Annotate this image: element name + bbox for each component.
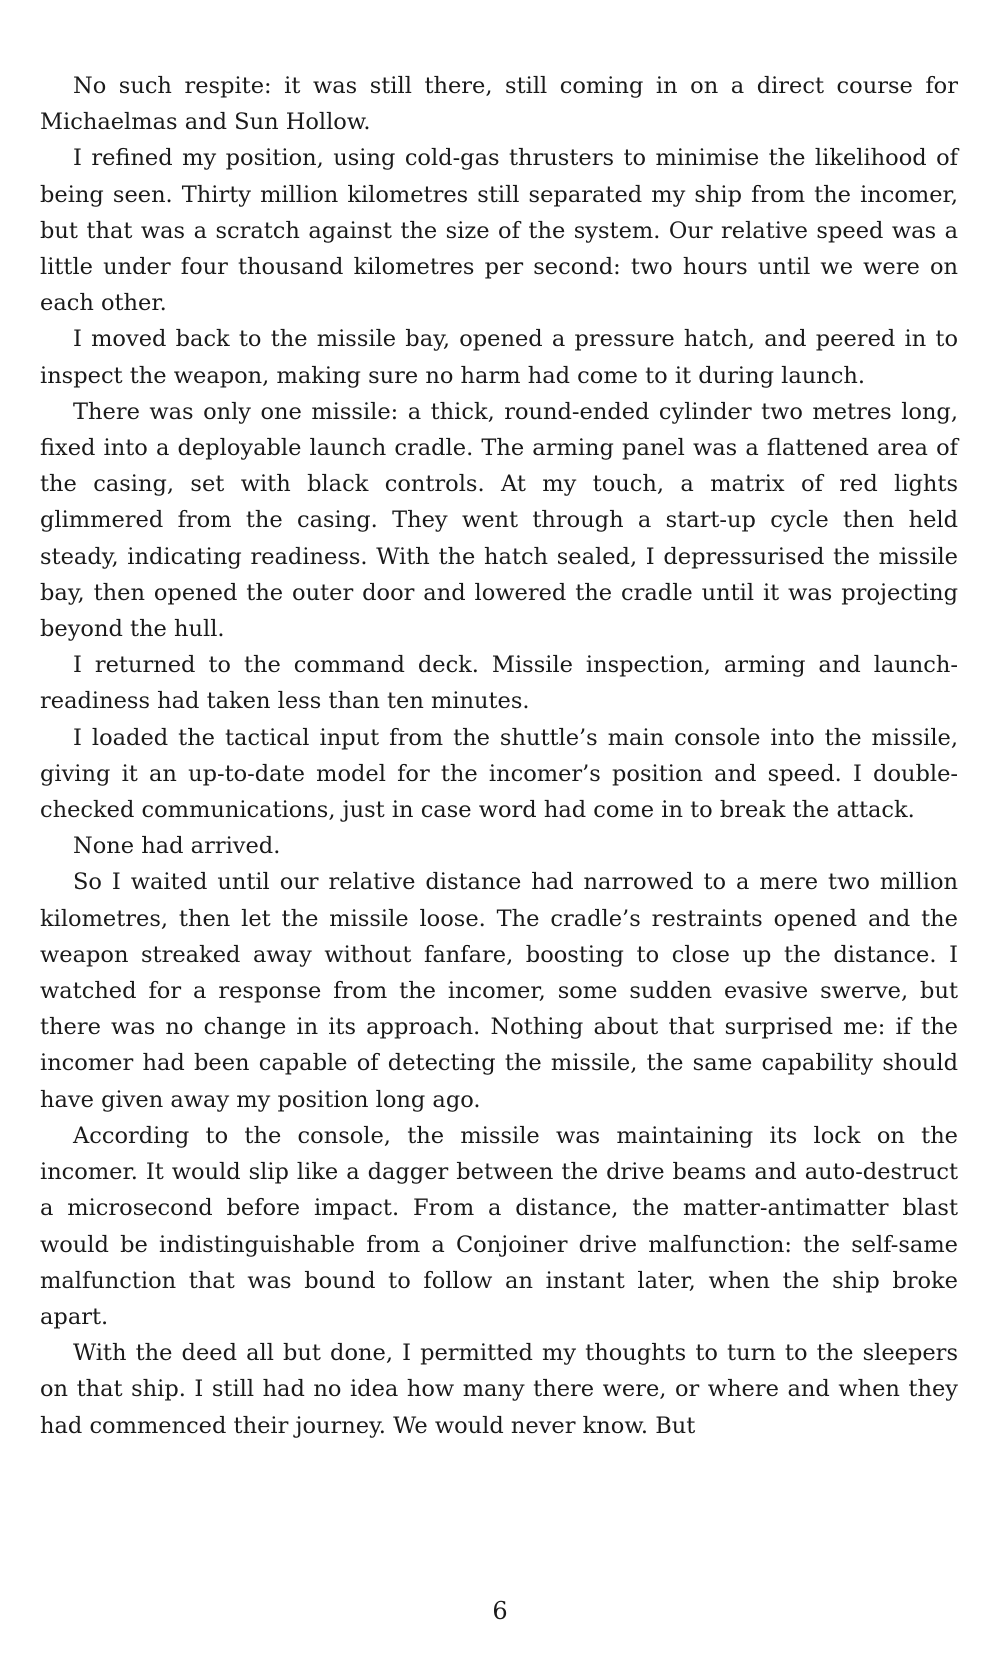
paragraph: I refined my position, using cold-gas thrusters to minimise the likelihood of being seen. Thirty million kilometres still separated my ship from the incomer, but that was a scratch against the size of the system. Our relative speed was a little under four thousand kilometres per second: two hours until we were on each other.	[40, 145, 958, 317]
paragraph: There was only one missile: a thick, round-ended cylinder two metres long, fixed into a deployable launch cradle. The arming panel was a flattened area of the casing, set with black controls. At my touch, a matrix of red lights glimmered from the casing. They went through a start-up cycle then held steady, indicating readiness. With the hatch sealed, I depressurised the missile bay, then opened the outer door and lowered the cradle until it was projecting beyond the hull.	[40, 398, 958, 643]
paragraph: No such respite: it was still there, still coming in on a direct course for Michaelmas and Sun Hollow.	[40, 73, 958, 136]
paragraph: None had arrived.	[73, 833, 281, 860]
paragraph: I moved back to the missile bay, opened a pressure hatch, and peered in to inspect the weapon, making sure no harm had come to it during launch.	[40, 326, 958, 389]
page-number: 6	[492, 1597, 508, 1625]
paragraph: So I waited until our relative distance had narrowed to a mere two million kilometres, then let the missile loose. The cradle’s restraints opened and the weapon streaked away without fanfare, boosting to close up the distance. I watched for a response from the incomer, some sudden evasive swerve, but there was no change in its approach. Nothing about that surprised me: if the incomer had been capable of detecting the missile, the same capability should have given away my position long ago.	[40, 869, 958, 1113]
paragraph: I returned to the command deck. Missile inspection, arming and launch-readiness had taken less than ten minutes.	[40, 652, 958, 715]
body-text	[40, 68, 958, 1444]
paragraph: I loaded the tactical input from the shuttle’s main console into the missile, giving it an up-to-date model for the incomer’s position and speed. I double-checked communications, just in case word had come in to break the attack.	[40, 724, 958, 824]
paragraph: According to the console, the missile was maintaining its lock on the incomer. It would slip like a dagger between the drive beams and auto-destruct a microsecond before impact. From a distance, the matter-antimatter blast would be indistinguishable from a Conjoiner drive malfunction: the self-same malfunction that was bound to follow an instant later, when the ship broke apart.	[40, 1122, 958, 1330]
paragraph-last: With the deed all but done, I permitted my thoughts to turn to the sleepers on that ship. I still had no idea how many there were, or where and when they had commenced their journey. We would never know. But	[40, 1340, 958, 1439]
